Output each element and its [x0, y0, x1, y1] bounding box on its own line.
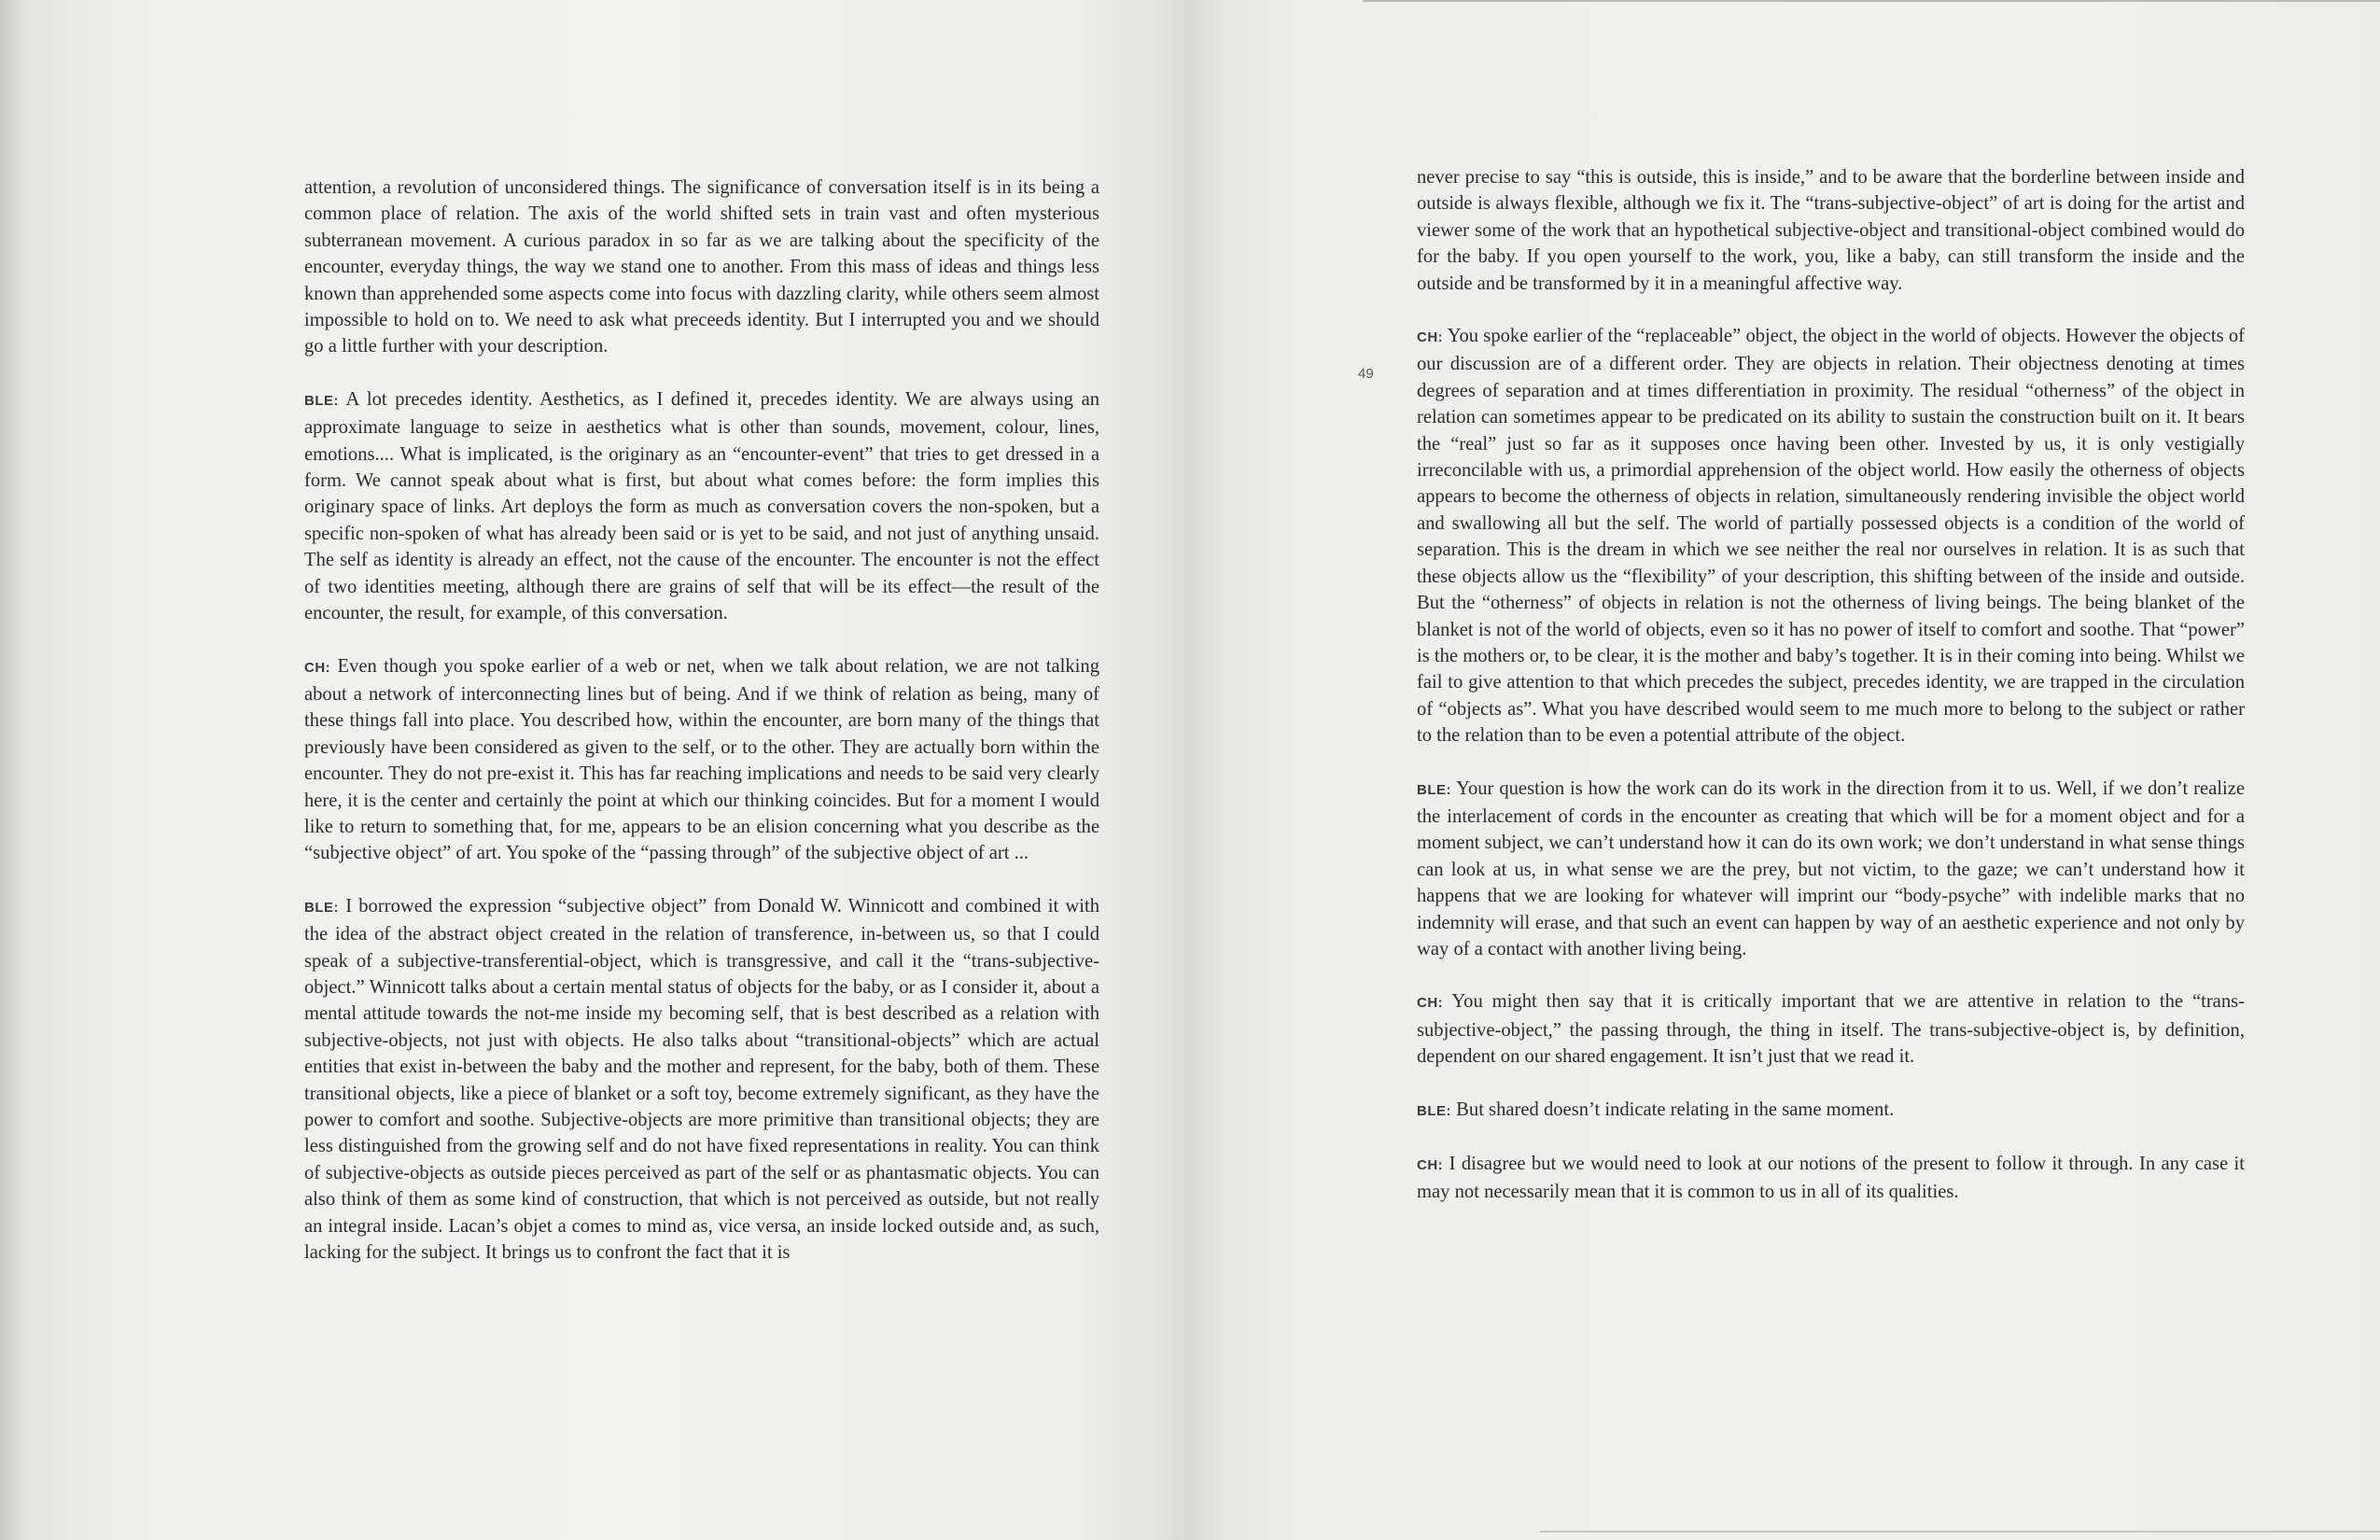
paragraph-text: You might then say that it is critically important that we are attentive in relation to the “trans-subjective-object,” the passing through, the thing in itself. The trans-subjective-object is, by definition, dependent on our shared engagement. It isn’t just that we read it. [1417, 991, 2245, 1068]
paragraph [1417, 1151, 2245, 1206]
paragraph-text: A lot precedes identity. Aesthetics, as I defined it, precedes identity. We are always using an approximate language to seize in aesthetics what is other than sounds, movement, colour, lines, emotions.... What is implicated, is the originary as an “encounter-event” that tries to get dressed in a form. We cannot speak about what is first, but about what comes before: the form implies this originary space of links. Art deploys the form as much as conversation covers the non-spoken, but a specific non-spoken of what has already been said or is yet to be said, and not just of anything unsaid. The self as identity is already an effect, not the cause of the encounter. The encounter is not the effect of two identities meeting, although there are grains of self that will be its effect—the result of the encounter, the result, for example, of this conversation. [304, 388, 1100, 624]
speaker-label: CH: [1417, 995, 1444, 1012]
paragraph [304, 893, 1099, 1267]
paragraph [304, 386, 1099, 627]
paragraph-text: But shared doesn’t indicate relating in the same moment. [1456, 1099, 1895, 1120]
paragraph [304, 175, 1099, 360]
paragraph-text: I borrowed the expression “subjective object” from Donald W. Winnicott and combined it with the idea of the abstract object created in the relation of transference, in-between us, so that I could speak of a subjective-transferential-object, which is transgressive, and call it the “trans-subjective-object.” Winnicott talks about a certain mental status of objects for the baby, or as I consider it, about a mental attitude towards the not-me inside my becoming self, that is best described as a relation with subjective-objects, not just with objects. He also talks about “transitional-objects” which are actual entities that exist in-between the baby and the mother and represent, for the baby, both of them. These transitional objects, like a piece of blanket or a soft toy, become extremely significant, as they have the power to comfort and soothe. Subjective-objects are more primitive than transitional objects; they are less distinguished from the growing self and do not have fixed representations in reality. You can think of subjective-objects as outside pieces perceived as part of the self or as phantasmatic objects. You can also think of them as some kind of construction, that which is not perceived as outside, but not really an integral inside. Lacan’s objet a comes to mind as, vice versa, an inside locked outside and, as such, lacking for the subject. It brings us to confront the fact that it is [304, 895, 1099, 1264]
paragraph-text: I disagree but we would need to look at our notions of the present to follow it through. In any case it may not necessarily mean that it is common to us in all of its qualities. [1417, 1154, 2245, 1203]
paragraph [1417, 1097, 2245, 1125]
paragraph-text: never precise to say “this is outside, this is inside,” and to be aware that the borderline between inside and outside is always flexible, although we fix it. The “trans-subjective-object” of art is doing for the artist and viewer some of the work that an hypothetical subjective-object and transitional-object combined would do for the baby. If you open yourself to the work, you, like a baby, can still transform the inside and the outside and be transformed by it in a meaningful affective way. [1417, 167, 2245, 294]
paragraph-text: Even though you spoke earlier of a web or net, when we talk about relation, we are not talking about a network of interconnecting lines but of being. And if we think of relation as being, many of these things fall into place. You described how, within the encounter, are born many of the things that previously have been considered as given to the self, or to the other. They are actually born within the encounter. They do not pre-exist it. This has far reaching implications and needs to be said very clearly here, it is the center and certainly the point at which our thinking coincides. But for a moment I would like to return to something that, for me, appears to be an elision concerning what you describe as the “subjective object” of art. You spoke of the “passing through” of the subjective object of art ... [304, 655, 1099, 864]
left-page-text [304, 175, 1099, 1292]
page-number: 49 [1358, 366, 1374, 382]
speaker-label: CH: [1417, 329, 1444, 346]
paragraph [1417, 323, 2245, 749]
speaker-label: CH: [304, 659, 331, 676]
paragraph-text: Your question is how the work can do its work in the direction from it to us. Well, if we don’t realize the interlacement of cords in the encounter as creating that which will be for a moment object and for a moment subject, we can’t understand how it can do its own work; we don’t understand in what sense things can look at us, in what sense we are the prey, but not victim, to the gaze; we can’t understand how it happens that we are looking for whatever will imprint our “body-psyche” with indelible marks that no indemnity will erase, and that such an event can happen by way of an aesthetic experience and not only by way of a contact with another living being. [1417, 777, 2246, 959]
right-page-text [1417, 164, 2245, 1232]
paragraph [304, 653, 1099, 867]
speaker-label: BLE: [304, 899, 339, 916]
paragraph [1417, 776, 2245, 963]
speaker-label: BLE: [1417, 781, 1451, 798]
right-page [1190, 0, 2380, 1540]
paragraph [1417, 988, 2245, 1070]
paragraph [1417, 164, 2245, 297]
paragraph-text: attention, a revolution of unconsidered things. The significance of conversation itself is in its being a common place of relation. The axis of the world shifted sets in train vast and often mysterious subterranean movement. A curious paradox in so far as we are talking about the specificity of the encounter, everyday things, the way we stand one to another. From this mass of ideas and things less known than apprehended some aspects come into focus with dazzling clarity, while others seem almost impossible to hold on to. We need to ask what preceeds identity. But I interrupted you and we should go a little further with your description. [304, 177, 1099, 357]
speaker-label: BLE: [304, 392, 339, 409]
paragraph-text: You spoke earlier of the “replaceable” object, the object in the world of objects. However the objects of our discussion are of a different order. They are objects in relation. Their objectness denoting at times degrees of separation and at times differentiation in proximity. The residual “otherness” of the object in relation can sometimes appear to be predicated on its ability to sustain the construction built on it. It bears the “real” just so far as it supposes once having been other. Invested by us, it is only vestigially irreconcilable with us, a primordial apprehension of the object world. How easily the otherness of objects appears to become the otherness of objects in relation, simultaneously rendering invisible the object world and swallowing all but the self. The world of partially possessed objects is a condition of the world of separation. This is the dream in which we see neither the real nor ourselves in relation. It is as such that these objects allow us the “flexibility” of your description, this shifting between of the inside and outside. But the “otherness” of objects in relation is not the otherness of living beings. The being blanket of the blanket is not of the world of objects, even so it has no power of itself to comfort and soothe. That “power” is the mothers or, to be clear, it is the mother and baby’s together. It is in their coming into being. Whilst we fail to give attention to that which precedes the subject, precedes identity, we are trapped in the circulation of “objects as”. What you have described would seem to me much more to belong to the subject or rather to the relation than to be even a potential attribute of the object. [1417, 326, 2246, 747]
speaker-label: CH: [1417, 1157, 1444, 1173]
speaker-label: BLE: [1417, 1102, 1451, 1119]
